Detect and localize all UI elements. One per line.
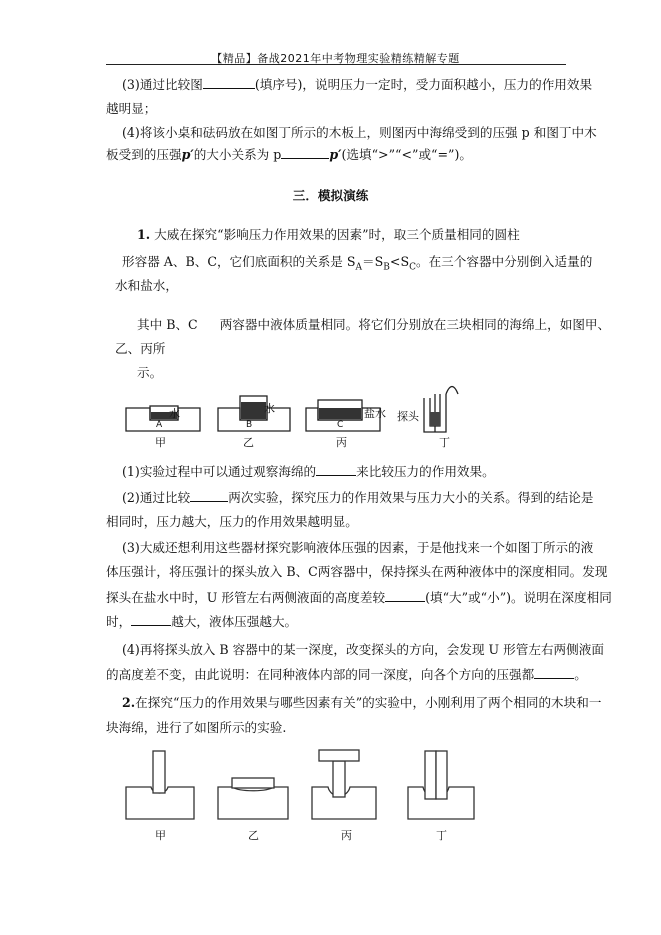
p1-s2b: 两次实验，探究压力的作用效果与压力大小的关系。得到的结论是 [228,490,594,505]
p1-s2a: (2)通过比较 [122,490,191,505]
p2-line-2: 块海绵，进行了如图所示的实验. [106,720,287,735]
container-label-a: A [156,420,163,430]
p1-l2c: <S [389,254,410,269]
p1-text-1: 大威在探究“影响压力作用效果的因素”时，取三个质量相同的圆柱 [154,227,520,242]
p1-sub-b: B [383,262,390,273]
u-tube-liquid [430,412,440,426]
p2-block-ding-2 [436,751,447,799]
p1-s3-blank-1[interactable] [385,590,425,602]
p1-s4-a: (4)再将探头放入 B 容器中的某一深度，改变探头的方向，会发现 U 形管左右两侧液面 [122,642,604,657]
liquid-label-c: 盐水 [364,407,386,420]
p2-caption-jia: 甲 [155,829,166,842]
p1-line-5: 乙、丙所 [115,341,166,356]
p2-block-bing-top [319,750,359,761]
p1-sub-a: A [355,262,363,273]
p1-s3-d [106,614,297,630]
q4-text-4: (选填“>”“<”或“=”)。 [341,147,472,162]
p1-s3-blank-2[interactable] [131,614,171,626]
p1-line-3: 水和盐水， [115,278,178,293]
liquid-c [319,408,361,419]
p2-number: 2. [122,695,136,710]
q3-line-1 [122,77,592,93]
caption-bing: 丙 [336,436,347,449]
liquid-b [241,402,266,419]
q3-text-2: (填序号)，说明压力一定时，受力面积越小，压力的作用效果 [254,77,593,92]
q4-line-1: (4)将该小桌和砝码放在如图丁所示的木板上，则图丙中海绵受到的压强 p 和图丁中木 [122,125,597,140]
p2-caption-yi: 乙 [248,829,259,842]
q3-line-2: 越明显； [106,101,157,116]
p2-caption-ding: 丁 [436,829,447,842]
p1-l2a: 形容器 A、B、C，它们底面积的关系是 S [122,254,356,269]
caption-yi: 乙 [243,436,254,449]
q3-blank[interactable] [203,77,255,89]
q3-text-1: (3)通过比较图 [122,77,203,92]
p2-figure [122,745,492,825]
p1-s3d1: 时， [106,614,132,629]
probe-label: 探头 [397,410,419,423]
p1-line-6: 示。 [137,365,163,380]
q4-line-2 [106,147,472,163]
p1-s4b1: 的高度差不变，由此说明：在同种液体内部的同一深度，向各个方向的压强都 [106,667,535,682]
p1-s2-blank[interactable] [190,490,228,502]
caption-jia: 甲 [155,436,166,449]
p1-s3-a: (3)大威还想利用这些器材探究影响液体压强的因素，于是他找来一个如图丁所示的液 [122,540,594,555]
p2-line-1 [122,695,601,711]
p1-sub-c: C [409,262,416,273]
p2-block-yi [232,778,274,788]
p1-figure [120,388,480,458]
p1-s1 [122,464,495,480]
p1-s4-blank[interactable] [534,667,574,679]
p1-s3-b: 体压强计，将压强计的探头放入 B、C两容器中，保持探头在两种液体中的深度相同。发现 [106,564,608,579]
page-header: 【精品】备战2021年中考物理实验精练精解专题 [211,52,460,65]
header-rule [106,64,566,65]
p1-s4-b [106,667,587,683]
p1-line-2 [122,254,592,276]
container-label-b: B [246,420,253,430]
p1-s1b: 来比较压力的作用效果。 [356,464,495,479]
p1-s2-cont: 相同时，压力越大，压力的作用效果越明显。 [106,514,358,529]
u-tube-hose [446,387,458,395]
p1-s2 [122,490,593,506]
p1-l4b: 两容器中液体质量相同。将它们分别放在三块相同的海绵上，如图甲、 [219,317,611,332]
section-title: 三．模拟演练 [292,188,369,203]
q4-p-prime: p′ [181,147,194,162]
p2-block-jia [153,751,165,793]
p1-line-1 [137,227,520,243]
q4-text-3: 的大小关系为 p [193,147,282,162]
q4-text-2: 板受到的压强 [106,147,182,162]
p1-s1a: (1)实验过程中可以通过观察海绵的 [122,464,317,479]
p1-l4a: 其中 B、C [137,317,198,332]
p1-s3d2: 越大，液体压强越大。 [171,614,298,629]
q4-blank[interactable] [281,147,329,159]
p1-s3c1: 探头在盐水中时，U 形管左右两侧液面的高度差较 [106,590,386,605]
p2-caption-bing: 丙 [341,829,352,842]
p1-l2b: ＝S [362,254,384,269]
caption-ding: 丁 [439,436,450,449]
p2-block-bing-upright [333,761,345,797]
p1-line-4 [137,317,610,333]
p2-text-1: 在探究“压力的作用效果与哪些因素有关”的实验中，小刚利用了两个相同的木块和一 [135,695,602,710]
container-label-c: C [337,420,344,430]
p1-number: 1. [137,227,151,242]
p2-sponge-yi [218,787,288,819]
p2-block-ding-1 [425,751,436,799]
liquid-label-a: 水 [169,407,180,420]
p1-s3-c [106,590,612,606]
p1-l2d: 。在三个容器中分别倒入适量的 [415,254,593,269]
p1-s1-blank[interactable] [316,464,356,476]
q4-p-prime-2: p′ [329,147,342,162]
p1-s4b2: 。 [574,667,587,682]
liquid-label-b: 水 [264,402,275,415]
p1-s3c2: (填“大”或“小”)。说明在深度相同 [425,590,612,605]
